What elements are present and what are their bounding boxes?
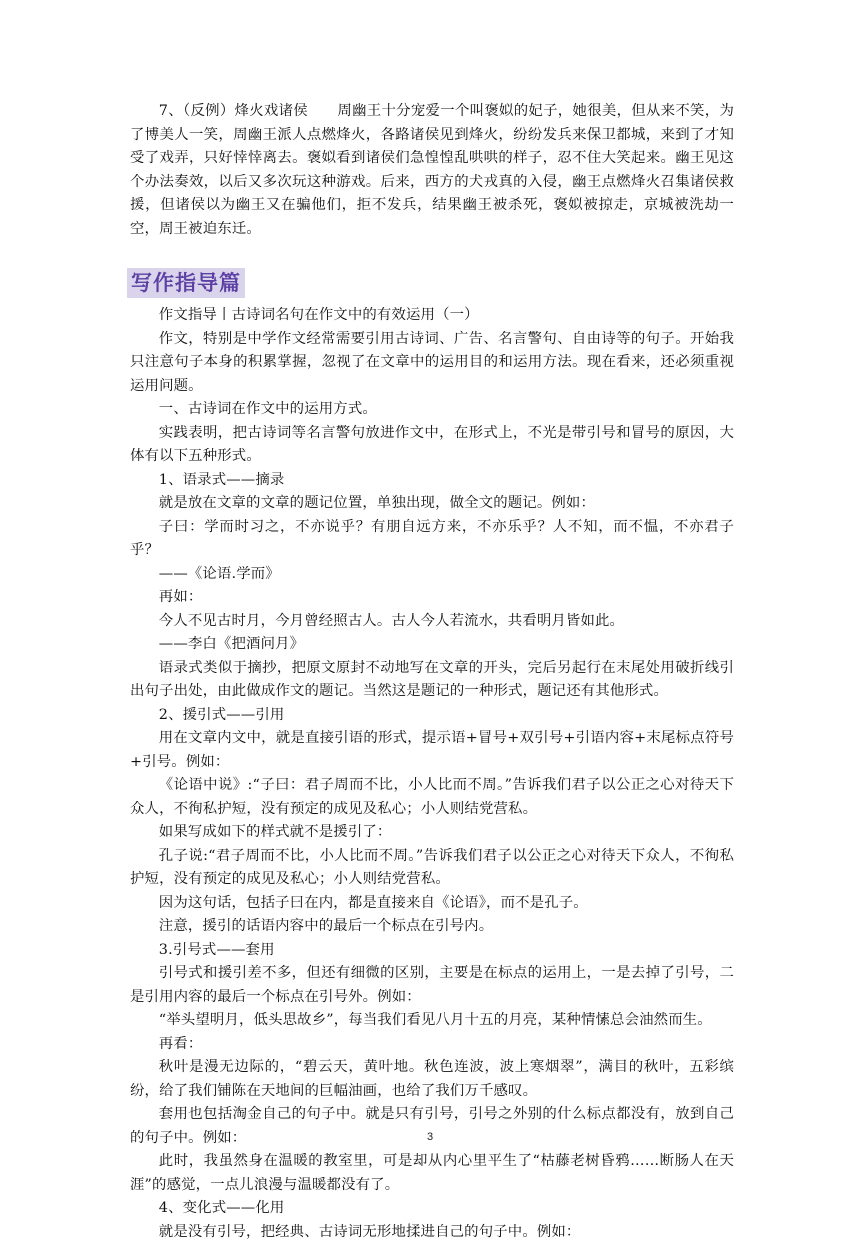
body-paragraph: 再看：	[130, 1033, 734, 1057]
example-quote: 孔子说:“君子周而不比，小人比而不周。”告诉我们君子以公正之心对待天下众人，不徇私护短，没有预定的成见及私心；小人则结党营私。	[130, 845, 734, 892]
body-paragraph: 作文，特别是中学作文经常需要引用古诗词、广告、名言警句、自由诗等的句子。开始我只注意句子本身的积累掌握，忽视了在文章中的运用目的和运用方法。现在看来，还必须重视运用问题。	[130, 328, 734, 399]
body-paragraph: 套用也包括淘金自己的句子中。就是只有引号，引号之外别的什么标点都没有，放到自己的句子中。例如：	[130, 1103, 734, 1150]
subheading-quotation-style: 1、语录式——摘录	[130, 469, 734, 493]
example-quote: 此时，我虽然身在温暖的教室里，可是却从内心里平生了“枯藤老树昏鸦……断肠人在天涯”的感觉，一点儿浪漫与温暖都没有了。	[130, 1150, 734, 1197]
example-quote: 子曰：学而时习之，不亦说乎？有朋自远方来，不亦乐乎？人不知，而不愠，不亦君子乎？	[130, 516, 734, 563]
body-paragraph: 如果写成如下的样式就不是援引了：	[130, 821, 734, 845]
body-paragraph: 引号式和援引差不多，但还有细微的区别，主要是在标点的运用上，一是去掉了引号，二是引用内容的最后一个标点在引号外。例如：	[130, 962, 734, 1009]
subheading-usage-methods: 一、古诗词在作文中的运用方式。	[130, 398, 734, 422]
article-body	[130, 304, 734, 1244]
body-paragraph: 用在文章内文中，就是直接引语的形式，提示语+冒号+双引号+引语内容+末尾标点符号+引号。例如：	[130, 727, 734, 774]
section-heading: 写作指导篇	[127, 268, 245, 298]
subheading-quotemark-style: 3.引号式——套用	[130, 939, 734, 963]
page-number: 3	[0, 1131, 860, 1143]
example-quote: 《论语中说》:“子曰：君子周而不比，小人比而不周。”告诉我们君子以公正之心对待天下众人，不徇私护短，没有预定的成见及私心；小人则结党营私。	[130, 774, 734, 821]
section-heading-wrap	[127, 268, 245, 298]
example-quote: 秋叶是漫无边际的，“碧云天，黄叶地。秋色连波，波上寒烟翠”，满目的秋叶，五彩缤纷，给了我们铺陈在天地间的巨幅油画，也给了我们万千感叹。	[130, 1056, 734, 1103]
body-paragraph: 就是没有引号，把经典、古诗词无形地揉进自己的句子中。例如：	[130, 1221, 734, 1244]
quote-source: ——《论语.学而》	[130, 563, 734, 587]
body-paragraph: 实践表明，把古诗词等名言警句放进作文中，在形式上，不光是带引号和冒号的原因，大体有以下五种形式。	[130, 422, 734, 469]
quote-source: ——李白《把酒问月》	[130, 633, 734, 657]
example-paragraph-fenghuo: 7、（反例）烽火戏诸侯 周幽王十分宠爱一个叫褒姒的妃子，她很美，但从来不笑，为了博美人一笑，周幽王派人点燃烽火，各路诸侯见到烽火，纷纷发兵来保卫都城，来到了才知受了戏弄，只好悻悻离去。褒姒看到诸侯们急惶惶乱哄哄的样子，忍不住大笑起来。幽王见这个办法奏效，以后又多次玩这种游戏。后来，西方的犬戎真的入侵，幽王点燃烽火召集诸侯救援，但诸侯以为幽王又在骗他们，拒不发兵，结果幽王被杀死，褒姒被掠走，京城被洗劫一空，周王被迫东迁。	[130, 100, 734, 241]
body-paragraph: 再如：	[130, 586, 734, 610]
body-paragraph: 语录式类似于摘抄，把原文原封不动地写在文章的开头，完后另起行在末尾处用破折线引出句子出处，由此做成作文的题记。当然这是题记的一种形式，题记还有其他形式。	[130, 657, 734, 704]
body-paragraph: 注意，援引的话语内容中的最后一个标点在引号内。	[130, 915, 734, 939]
body-paragraph: 因为这句话，包括子曰在内，都是直接来自《论语》，而不是孔子。	[130, 892, 734, 916]
example-quote: “举头望明月，低头思故乡”，每当我们看见八月十五的月亮，某种情愫总会油然而生。	[130, 1009, 734, 1033]
subheading-citation-style: 2、援引式——引用	[130, 704, 734, 728]
top-section	[130, 100, 734, 241]
body-paragraph: 就是放在文章的文章的题记位置，单独出现，做全文的题记。例如：	[130, 492, 734, 516]
article-title: 作文指导丨古诗词名句在作文中的有效运用（一）	[130, 304, 734, 328]
example-quote: 今人不见古时月，今月曾经照古人。古人今人若流水，共看明月皆如此。	[130, 610, 734, 634]
subheading-transform-style: 4、变化式——化用	[130, 1197, 734, 1221]
